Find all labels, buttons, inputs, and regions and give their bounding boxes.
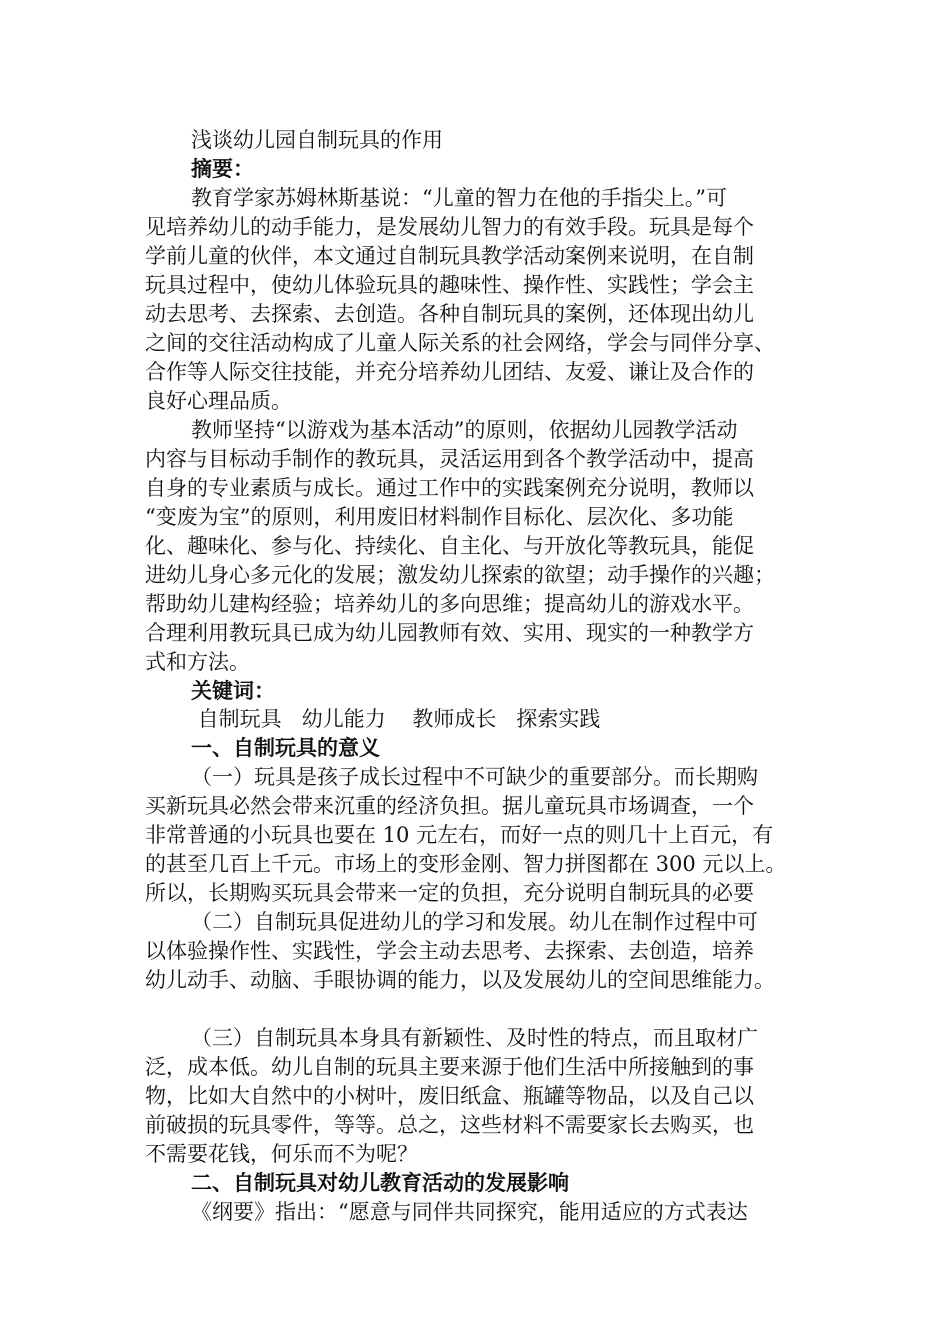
body-line: 的甚至几百上千元。市场上的变形金刚、智力拼图都在 300 元以上。 <box>145 852 787 876</box>
body-line: 泛，成本低。幼儿自制的玩具主要来源于他们生活中所接触到的事 <box>145 1055 754 1079</box>
abstract-line: 合作等人际交往技能，并充分培养幼儿团结、友爱、谦让及合作的 <box>145 360 754 384</box>
body-line: 《纲要》指出：“愿意与同伴共同探究，能用适应的方式表达 <box>191 1200 748 1224</box>
keywords-label: 关键词： <box>191 679 275 703</box>
abstract-line: 帮助幼儿建构经验；培养幼儿的多向思维；提高幼儿的游戏水平。 <box>145 592 754 616</box>
section-heading: 二、自制玩具对幼儿教育活动的发展影响 <box>191 1171 569 1195</box>
keywords: 自制玩具 幼儿能力 教师成长 探索实践 <box>191 707 601 731</box>
body-line: 前破损的玩具零件，等等。总之，这些材料不需要家长去购买，也 <box>145 1113 754 1137</box>
abstract-label: 摘要： <box>191 157 254 181</box>
abstract-line: 良好心理品质。 <box>145 389 292 413</box>
body-line: 以体验操作性、实践性，学会主动去思考、去探索、去创造，培养 <box>145 939 754 963</box>
abstract-line: 之间的交往活动构成了儿童人际关系的社会网络，学会与同伴分享、 <box>145 331 775 355</box>
body-line: 买新玩具必然会带来沉重的经济负担。据儿童玩具市场调查，一个 <box>145 794 754 818</box>
document-title: 浅谈幼儿园自制玩具的作用 <box>191 128 443 152</box>
abstract-line: 教育学家苏姆林斯基说：“儿童的智力在他的手指尖上。”可 <box>191 186 727 210</box>
abstract-line: 进幼儿身心多元化的发展；激发幼儿探索的欲望；动手操作的兴趣； <box>145 563 775 587</box>
abstract-line: 合理利用教玩具已成为幼儿园教师有效、实用、现实的一种教学方 <box>145 621 754 645</box>
body-line: 幼儿动手、动脑、手眼协调的能力，以及发展幼儿的空间思维能力。 <box>145 968 775 992</box>
body-line: （二）自制玩具促进幼儿的学习和发展。幼儿在制作过程中可 <box>191 910 758 934</box>
abstract-line: 玩具过程中，使幼儿体验玩具的趣味性、操作性、实践性；学会主 <box>145 273 754 297</box>
abstract-line: 动去思考、去探索、去创造。各种自制玩具的案例，还体现出幼儿 <box>145 302 754 326</box>
abstract-line: 式和方法。 <box>145 650 250 674</box>
abstract-line: 内容与目标动手制作的教玩具，灵活运用到各个教学活动中，提高 <box>145 447 754 471</box>
abstract-line: 化、趣味化、参与化、持续化、自主化、与开放化等教玩具，能促 <box>145 534 754 558</box>
section-heading: 一、自制玩具的意义 <box>191 736 380 760</box>
body-line: 物，比如大自然中的小树叶，废旧纸盒、瓶罐等物品，以及自己以 <box>145 1084 754 1108</box>
body-line: 所以，长期购买玩具会带来一定的负担，充分说明自制玩具的必要 <box>145 881 754 905</box>
body-line: 非常普通的小玩具也要在 10 元左右，而好一点的则几十上百元，有 <box>145 823 774 847</box>
body-line: 不需要花钱，何乐而不为呢？ <box>145 1142 418 1166</box>
abstract-line: 学前儿童的伙伴，本文通过自制玩具教学活动案例来说明，在自制 <box>145 244 754 268</box>
abstract-line: 见培养幼儿的动手能力，是发展幼儿智力的有效手段。玩具是每个 <box>145 215 754 239</box>
abstract-line: “变废为宝”的原则，利用废旧材料制作目标化、层次化、多功能 <box>145 505 734 529</box>
abstract-line: 自身的专业素质与成长。通过工作中的实践案例充分说明，教师以 <box>145 476 754 500</box>
body-line: （一）玩具是孩子成长过程中不可缺少的重要部分。而长期购 <box>191 765 758 789</box>
abstract-line: 教师坚持“以游戏为基本活动”的原则，依据幼儿园教学活动 <box>191 418 738 442</box>
body-line: （三）自制玩具本身具有新颖性、及时性的特点，而且取材广 <box>191 1026 758 1050</box>
